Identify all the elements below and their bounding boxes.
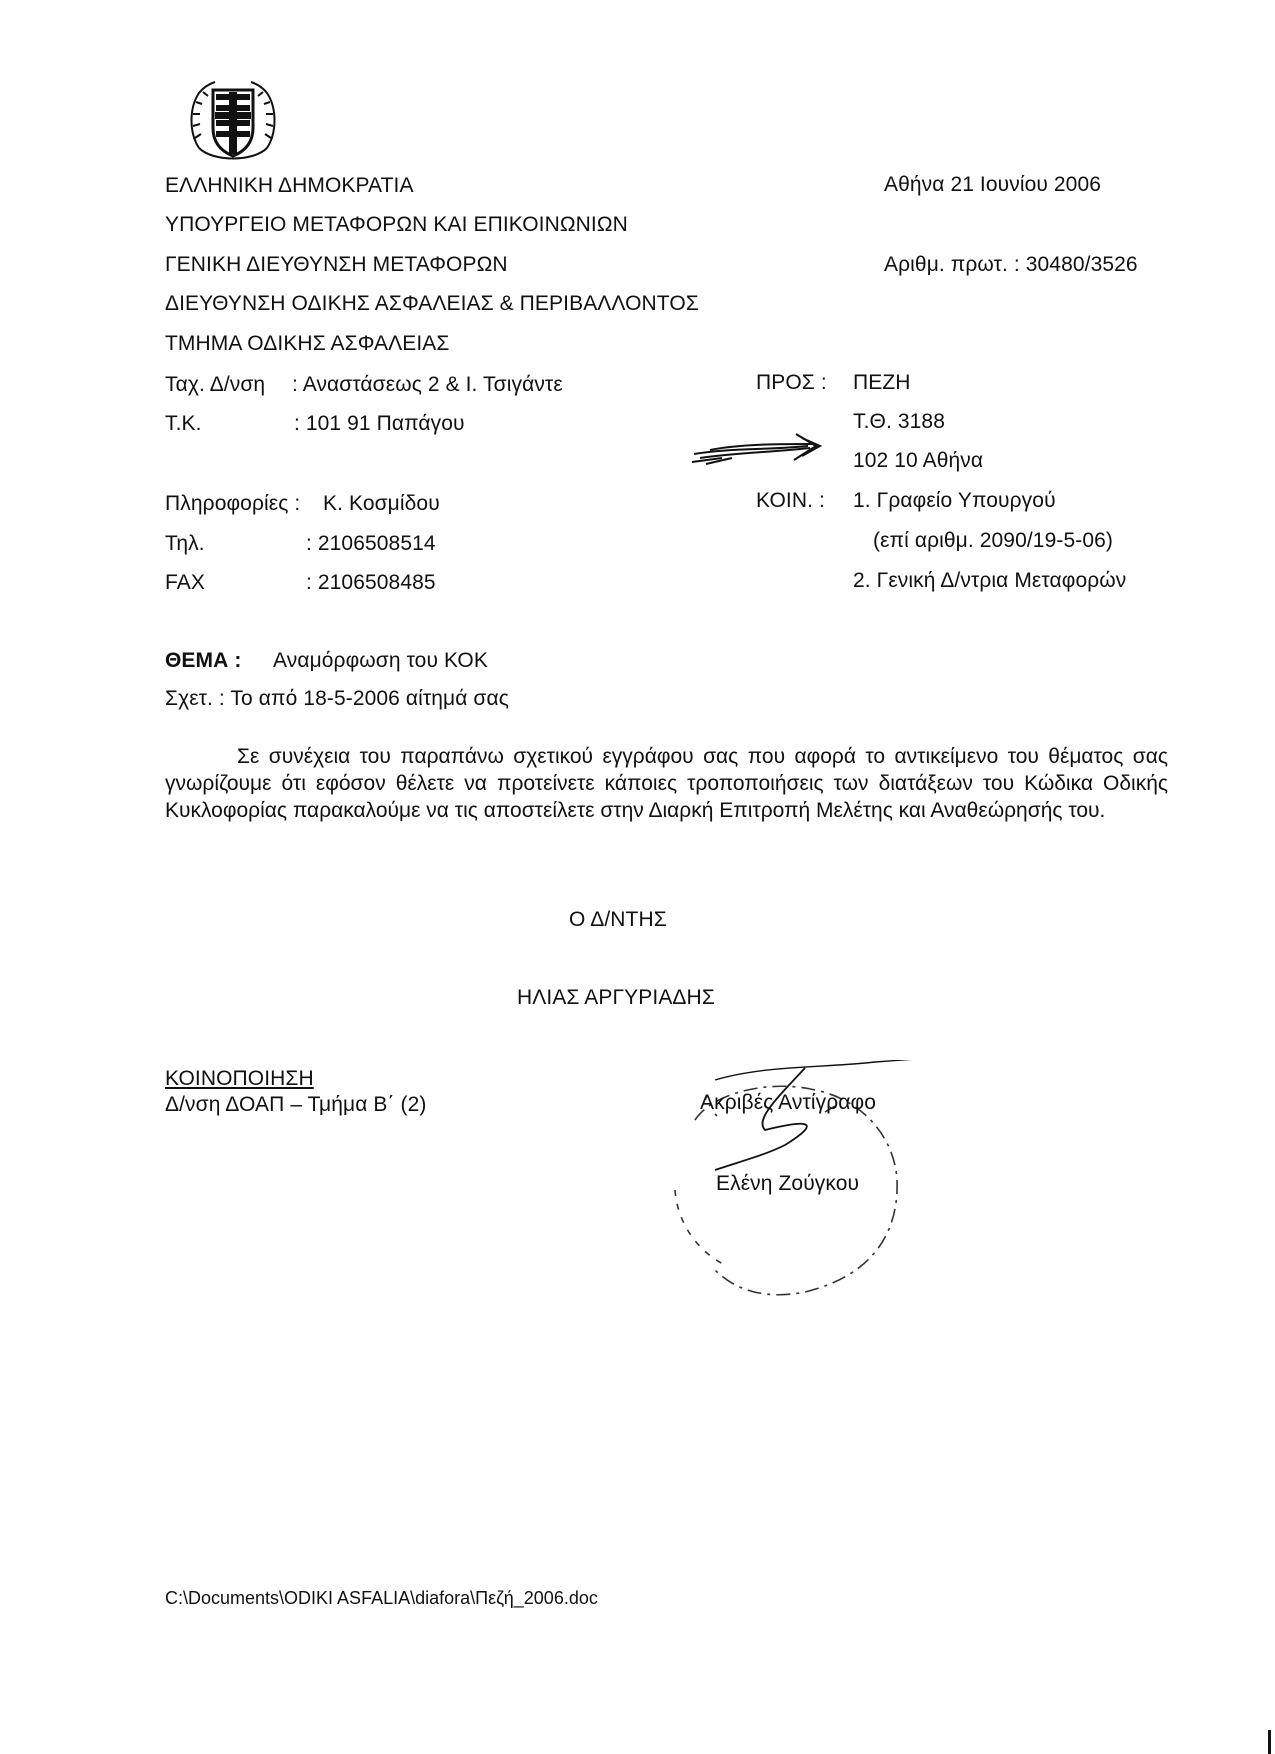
tel-value: : 2106508514 [306, 532, 436, 555]
scan-edge-mark [1268, 1730, 1271, 1754]
notification-heading: ΚΟΙΝΟΠΟΙΗΣΗ [165, 1067, 314, 1090]
file-path-footer: C:\Documents\ODIKI ASFALIA\diafora\Πεζή_2006.doc [165, 1588, 598, 1608]
fax-label: FAX [165, 571, 205, 594]
directorate-name: ΔΙΕΥΘΥΝΣΗ ΟΔΙΚΗΣ ΑΣΦΑΛΕΙΑΣ & ΠΕΡΙΒΑΛΛΟΝΤΟΣ [165, 292, 699, 315]
cc-line-2: (επί αριθμ. 2090/19-5-06) [873, 529, 1113, 552]
postcode-label: Τ.Κ. [165, 412, 202, 435]
general-directorate-name: ΓΕΝΙΚΗ ΔΙΕΥΘΥΝΣΗ ΜΕΤΑΦΟΡΩΝ [165, 253, 508, 276]
letter-date: Αθήνα 21 Ιουνίου 2006 [884, 173, 1102, 196]
department-name: ΤΜΗΜΑ ΟΔΙΚΗΣ ΑΣΦΑΛΕΙΑΣ [165, 332, 450, 355]
postcode-value: : 101 91 Παπάγου [294, 412, 465, 435]
certified-copy-label: Ακριβές Αντίγραφο [700, 1091, 877, 1114]
republic-name: ΕΛΛΗΝΙΚΗ ΔΗΜΟΚΡΑΤΙΑ [165, 174, 414, 197]
to-line-3: 102 10 Αθήνα [853, 449, 984, 472]
cc-line-3: 2. Γενική Δ/ντρια Μεταφορών [853, 569, 1127, 592]
tel-label: Τηλ. [165, 532, 205, 555]
signatory-name: ΗΛΙΑΣ ΑΡΓΥΡΙΑΔΗΣ [517, 986, 715, 1009]
address-value: : Αναστάσεως 2 & Ι. Τσιγάντε [292, 373, 563, 396]
hand-drawn-arrow-icon [690, 428, 840, 472]
info-value: Κ. Κοσμίδου [323, 492, 440, 515]
subject-value: Αναμόρφωση του ΚΟΚ [273, 649, 488, 672]
certifier-name: Ελένη Ζούγκου [716, 1172, 860, 1195]
info-label: Πληροφορίες : [165, 492, 301, 515]
fax-value: : 2106508485 [306, 571, 436, 594]
cc-line-1: 1. Γραφείο Υπουργού [853, 489, 1056, 512]
signatory-title: Ο Δ/ΝΤΗΣ [569, 908, 667, 931]
address-label: Ταχ. Δ/νση [165, 373, 266, 396]
to-line-2: Τ.Θ. 3188 [853, 410, 945, 433]
protocol-number: Αριθμ. πρωτ. : 30480/3526 [884, 253, 1138, 276]
subject-label: ΘΕΜΑ : [165, 649, 242, 672]
to-line-1: ΠΕΖΗ [853, 371, 911, 394]
to-label: ΠΡΟΣ : [756, 371, 827, 394]
notification-line: Δ/νση ΔΟΑΠ – Τμήμα Β΄ (2) [165, 1093, 427, 1116]
reference-line: Σχετ. : Το από 18-5-2006 αίτημά σας [165, 687, 509, 710]
letter-body: Σε συνέχεια του παραπάνω σχετικού εγγράφου σας που αφορά το αντικείμενο του θέματος σας γνωρίζουμε ότι εφόσον θέλετε να προτείνετε κάποιες τροποποιήσεις των διατάξεων του Κώδικα Οδικής Κυκλοφορίας παρακαλούμε να τις αποστείλετε στην Διαρκή Επιτροπή Μελέτης και Αναθεώρησής του. [165, 745, 1168, 822]
greek-coat-of-arms-icon [185, 78, 281, 168]
ministry-name: ΥΠΟΥΡΓΕΙΟ ΜΕΤΑΦΟΡΩΝ ΚΑΙ ΕΠΙΚΟΙΝΩΝΙΩΝ [165, 213, 628, 236]
cc-label: ΚΟΙΝ. : [756, 489, 825, 512]
